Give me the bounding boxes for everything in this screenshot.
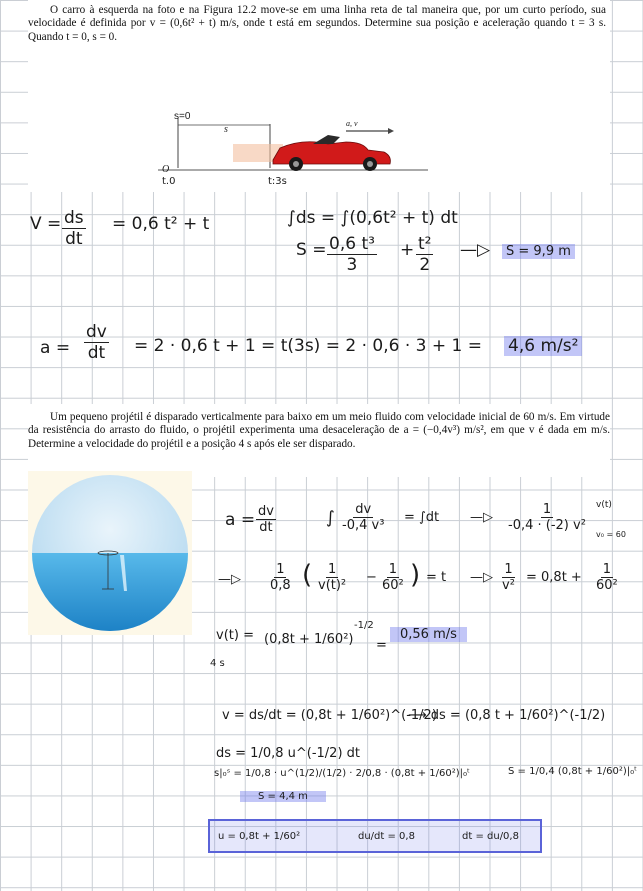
arrow-3: —▷ — [218, 572, 241, 587]
int-fraction — [340, 502, 386, 533]
l2b: 0,8 — [270, 578, 291, 593]
l2d: v(t)² — [318, 578, 347, 593]
dv-num-2: dv — [258, 504, 274, 519]
problem1-block — [28, 0, 610, 192]
frac-1-vt2 — [316, 562, 348, 593]
s-line-2: S = 1/0,4 (0,8t + 1/60²)|₀ᵗ — [508, 766, 638, 777]
l2g: 1 — [504, 562, 513, 577]
l2i: 1 — [602, 562, 612, 577]
dt-den-2: dt — [259, 520, 273, 535]
velocity-arrowhead — [388, 128, 394, 134]
front-hub — [367, 161, 373, 167]
substitution-box — [208, 819, 542, 853]
vt-result-highlight: 0,56 m/s — [390, 627, 467, 642]
l2f: 60² — [382, 578, 404, 593]
vt-equals: = — [376, 638, 387, 653]
limit-bottom: v₀ = 60 — [596, 530, 626, 539]
paren-close: ) — [410, 560, 421, 590]
frac-b-num: t² — [418, 234, 432, 254]
s-result-highlight: S = 9,9 m — [502, 244, 575, 259]
l2h: v² — [502, 578, 515, 593]
res-den: -0,4 · (-2) v² — [508, 518, 586, 533]
v-rhs: = 0,6 t² + t — [112, 214, 210, 234]
s-line: s|₀ˢ = 1/0,8 · u^(1/2)/(1/2) · 2/0,8 · (0,8t + 1/60²)|₀ᵗ — [214, 768, 470, 779]
sub-du: du/dt = 0,8 — [358, 831, 415, 842]
frac-a-den: 3 — [346, 255, 358, 275]
v-ds-line: v = ds/dt = (0,8t + 1/60²)^(-1/2) — [222, 708, 437, 723]
s-fraction-b — [416, 234, 433, 275]
l2a: 1 — [276, 562, 285, 577]
l2c: 1 — [327, 562, 337, 577]
frac-1-602-b — [594, 562, 620, 593]
fig-t3-label: t:3s — [268, 176, 287, 187]
l2e: 1 — [388, 562, 398, 577]
res-num: 1 — [542, 502, 552, 517]
frac-b-den: 2 — [419, 255, 431, 275]
v-fraction — [62, 208, 86, 249]
rear-hub — [293, 161, 299, 167]
car-windshield — [313, 135, 340, 144]
eq-t: = t — [426, 570, 447, 585]
v-ds-line-2: ⟶ ds = (0,8 t + 1/60²)^(-1/2) — [408, 708, 606, 723]
a-fraction — [84, 322, 109, 363]
fig-t0-label: t.0 — [162, 176, 176, 187]
fig-origin-label: O — [162, 164, 170, 175]
vt-lhs: v(t) = — [216, 628, 254, 643]
fig-s0-label: s=0 — [174, 111, 191, 122]
car-figure — [28, 38, 610, 188]
a-eq-fraction — [256, 504, 276, 535]
fig-av-label: a, v — [346, 119, 358, 128]
problem1-text: O carro à esquerda na foto e na Figura 12.2 move-se em uma linha reta de tal maneira que, por um curto período, sua velocidade é definida por v = (0,6t² + t) m/s, onde t está em segundos. Determine sua posição e aceleração quando t = 3 s. Quando t = 0, s = 0. — [28, 4, 606, 43]
a-eq-lhs: a = — [225, 510, 256, 530]
int1-num: dv — [355, 502, 372, 517]
line2-rhs: = 0,8t + — [526, 570, 582, 585]
arrow-4: —▷ — [470, 570, 493, 585]
v-lhs: V = — [30, 214, 62, 234]
plus-sign: + — [400, 240, 415, 260]
dt-denominator: dt — [65, 229, 83, 249]
minus: − — [366, 570, 377, 585]
result-fraction — [506, 502, 588, 533]
fig-s-label: s — [224, 124, 228, 135]
s-fraction-a — [327, 234, 377, 275]
int-equals-dt: = ∫dt — [404, 510, 440, 525]
vt-note: 4 s — [210, 658, 225, 669]
int-sign-1: ∫ — [326, 508, 335, 528]
vt-body: (0,8t + 1/60²) — [264, 632, 354, 647]
frac-1-0.8 — [268, 562, 293, 593]
s-equals: S = — [296, 240, 327, 260]
integral-line: ∫ds = ∫(0,6t² + t) dt — [287, 208, 458, 228]
frac-a-num: 0,6 t³ — [329, 234, 375, 254]
vt-exponent: -1/2 — [354, 620, 374, 631]
arrow-2: —▷ — [470, 510, 493, 525]
problem2-block — [28, 404, 610, 477]
a-rhs: = 2 · 0,6 t + 1 = t(3s) = 2 · 0,6 · 3 + 1 = — [134, 336, 482, 356]
l2j: 60² — [596, 578, 618, 593]
arrow-1: —▷ — [460, 240, 491, 260]
a-lhs: a = — [40, 338, 71, 358]
frac-1-602 — [380, 562, 406, 593]
fluid-scene — [28, 471, 192, 635]
limit-top: v(t) — [596, 500, 612, 510]
ds-numerator: ds — [64, 208, 84, 228]
sub-dt: dt = du/0,8 — [462, 831, 519, 842]
frac-1-v2 — [500, 562, 517, 593]
ds-line: ds = 1/0,8 u^(-1/2) dt — [216, 746, 361, 761]
a-result-highlight: 4,6 m/s² — [504, 336, 582, 356]
int1-den: -0,4 v³ — [342, 518, 385, 533]
dv-numerator: dv — [86, 322, 107, 342]
paren-open: ( — [302, 560, 313, 590]
s-result-highlight-2: S = 4,4 m — [240, 791, 326, 802]
dt-denominator-a: dt — [87, 343, 106, 363]
problem2-text: Um pequeno projétil é disparado verticalmente para baixo em um meio fluido com velocidade inicial de 60 m/s. Em virtude da resistência do arrasto do fluido, o projétil experimenta uma desaceleração de a = (−0,4v³) m/s², em que v é dada em m/s. Determine a velocidade do projétil e a posição 4 s após ele ser disparado. — [28, 411, 610, 450]
sub-u: u = 0,8t + 1/60² — [218, 831, 301, 842]
